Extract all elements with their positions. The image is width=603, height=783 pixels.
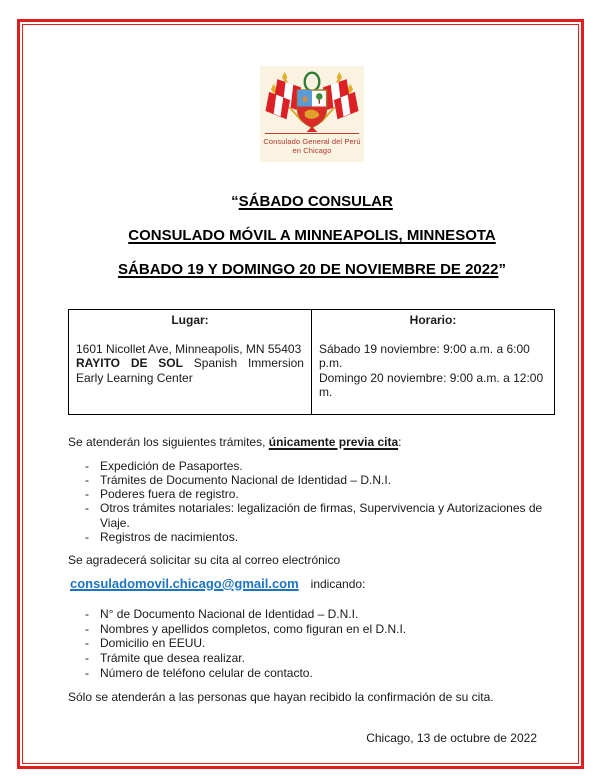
location-address: 1601 Nicollet Ave, Minneapolis, MN 55403 <box>76 341 302 356</box>
location-cell <box>69 310 312 415</box>
page-border-inner <box>22 24 579 764</box>
title-line-3: SÁBADO 19 Y DOMINGO 20 DE NOVIEMBRE DE 2022” <box>118 261 506 278</box>
list-item: - Otros trámites notariales: legalización de firmas, Supervivencia y Autorizaciones de Viaje. <box>68 501 556 530</box>
title-line-2: CONSULADO MÓVIL A MINNEAPOLIS, MINNESOTA <box>128 227 496 244</box>
close-quote: ” <box>498 261 506 278</box>
list-item: - Nombres y apellidos completos, como figuran en el D.N.I. <box>68 622 556 637</box>
open-quote: “ <box>231 193 239 210</box>
list-item: - Número de teléfono celular de contacto. <box>68 666 556 681</box>
procedures-list <box>68 459 556 545</box>
logo-caption-line2: en Chicago <box>292 146 332 155</box>
peru-coat-of-arms-icon <box>264 70 360 132</box>
date-line: Chicago, 13 de octubre de 2022 <box>366 731 537 746</box>
logo-caption-line1: Consulado General del Perú <box>263 137 361 146</box>
location-venue-rest: Spanish Immersion Early Learning Center <box>76 356 304 385</box>
location-venue-name: RAYITO DE SOL <box>76 356 183 370</box>
list-item: - Poderes fuera de registro. <box>68 487 556 501</box>
email-line <box>70 574 556 594</box>
announcement-title <box>68 185 556 287</box>
appointment-paragraph: Se agradecerá solicitar su cita al correo electrónico <box>68 553 341 568</box>
intro-paragraph: Se atenderán los siguientes trámites, únicamente previa cita: <box>68 434 402 449</box>
list-item: - Expedición de Pasaportes. <box>68 459 556 473</box>
list-item: - Registros de nacimientos. <box>68 530 556 544</box>
consulate-logo <box>260 66 364 162</box>
table-row <box>69 310 555 415</box>
schedule-sunday: Domingo 20 noviembre: 9:00 a.m. a 12:00 m. <box>319 370 544 399</box>
email-link[interactable]: consuladomovil.chicago@gmail.com <box>70 576 299 592</box>
list-item: - Trámite que desea realizar. <box>68 651 556 666</box>
list-item: - N° de Documento Nacional de Identidad – D.N.I. <box>68 607 556 622</box>
title-line-1: “SÁBADO CONSULAR <box>231 193 393 210</box>
email-suffix: indicando: <box>310 577 366 592</box>
schedule-cell <box>312 310 555 415</box>
logo-divider <box>265 133 359 134</box>
logo-caption <box>260 137 364 162</box>
schedule-header: Horario: <box>409 313 457 327</box>
closing-note: Sólo se atenderán a las personas que hayan recibido la confirmación de su cita. <box>68 690 494 705</box>
schedule-saturday: Sábado 19 noviembre: 9:00 a.m. a 6:00 p.m. <box>319 341 530 370</box>
list-item: - Trámites de Documento Nacional de Identidad – D.N.I. <box>68 473 556 487</box>
list-item: - Domicilio en EEUU. <box>68 636 556 651</box>
page-border-outer <box>17 19 584 769</box>
location-body <box>76 342 304 386</box>
intro-emphasis: únicamente previa cita <box>268 434 399 449</box>
location-header: Lugar: <box>171 313 209 327</box>
requirements-list <box>68 607 556 680</box>
schedule-body <box>319 342 547 400</box>
info-table <box>68 309 555 415</box>
